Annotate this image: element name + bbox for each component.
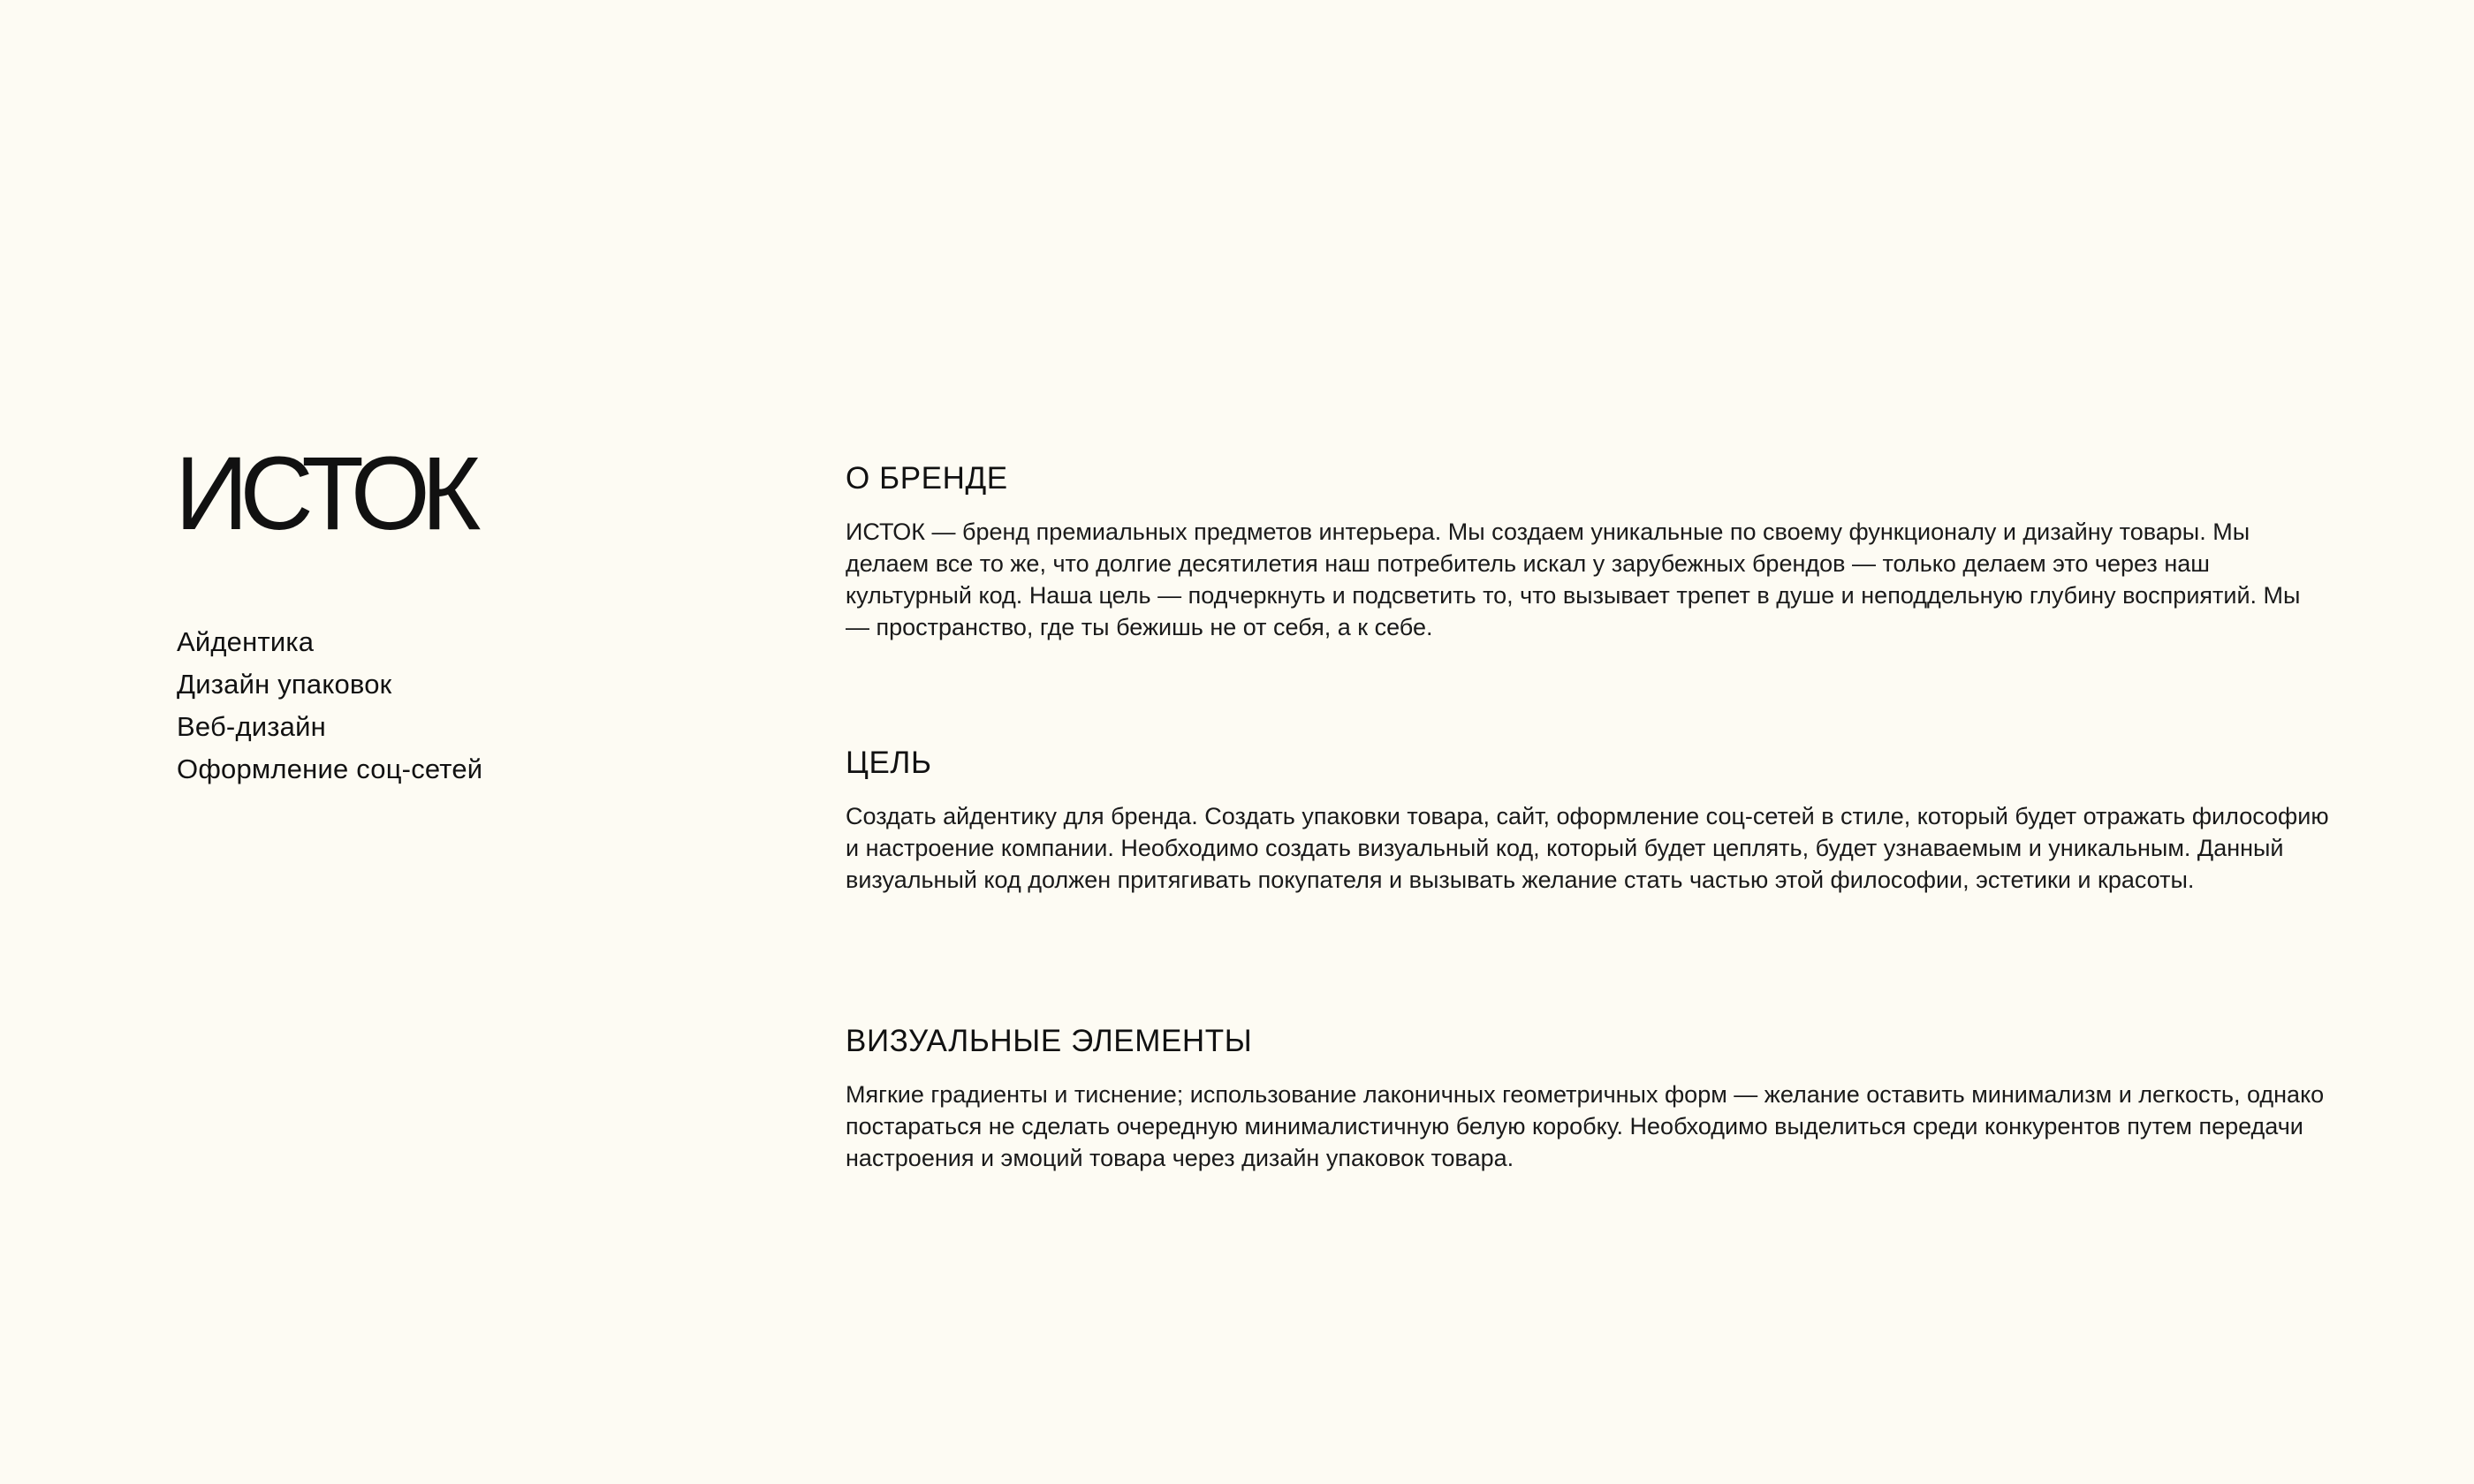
nav-item-social-media[interactable]: Оформление соц-сетей — [177, 753, 483, 784]
nav-item-identity[interactable]: Айдентика — [177, 626, 315, 657]
nav-item-packaging-design[interactable]: Дизайн упаковок — [177, 669, 392, 700]
section-body-about-brand: ИСТОК — бренд премиальных предметов интерьера. Мы создаем уникальные по своему функционалу и дизайну товары. Мы делаем все то же, что долгие десятилетия наш потребитель искал у зарубежных брендов — только делаем это через наш культурный код. Наша цель — подчеркнуть и подсветить то, что вызывает трепет в душе и неподдельную глубину восприятий. Мы — пространство, где ты бежишь не от себя, а к себе. — [846, 519, 2301, 640]
section-about-brand — [846, 456, 2330, 643]
section-title-about-brand: О БРЕНДЕ — [846, 461, 1008, 496]
section-body-visual-elements: Мягкие градиенты и тиснение; использование лаконичных геометричных форм — желание оставить минимализм и легкость, однако постараться не сделать очередную минималистичную белую коробку. Необходимо выделиться среди конкурентов путем передачи настроения и эмоций товара через дизайн упаковок товара. — [846, 1081, 2325, 1171]
brand-logo: ИСТОК — [175, 435, 473, 552]
nav-item-web-design[interactable]: Веб-дизайн — [177, 711, 326, 742]
portfolio-nav — [177, 621, 482, 791]
section-title-visual-elements: ВИЗУАЛЬНЫЕ ЭЛЕМЕНТЫ — [846, 1024, 1253, 1058]
section-goal — [846, 740, 2330, 896]
section-title-goal: ЦЕЛЬ — [846, 746, 932, 780]
section-body-goal: Создать айдентику для бренда. Создать упаковки товара, сайт, оформление соц-сетей в стиле, который будет отражать философию и настроение компании. Необходимо создать визуальный код, который будет цеплять, будет узнаваемым и уникальным. Данный визуальный код должен притягивать покупателя и вызывать желание стать частью этой философии, эстетики и красоты. — [846, 803, 2329, 893]
section-visual-elements — [846, 1018, 2330, 1174]
